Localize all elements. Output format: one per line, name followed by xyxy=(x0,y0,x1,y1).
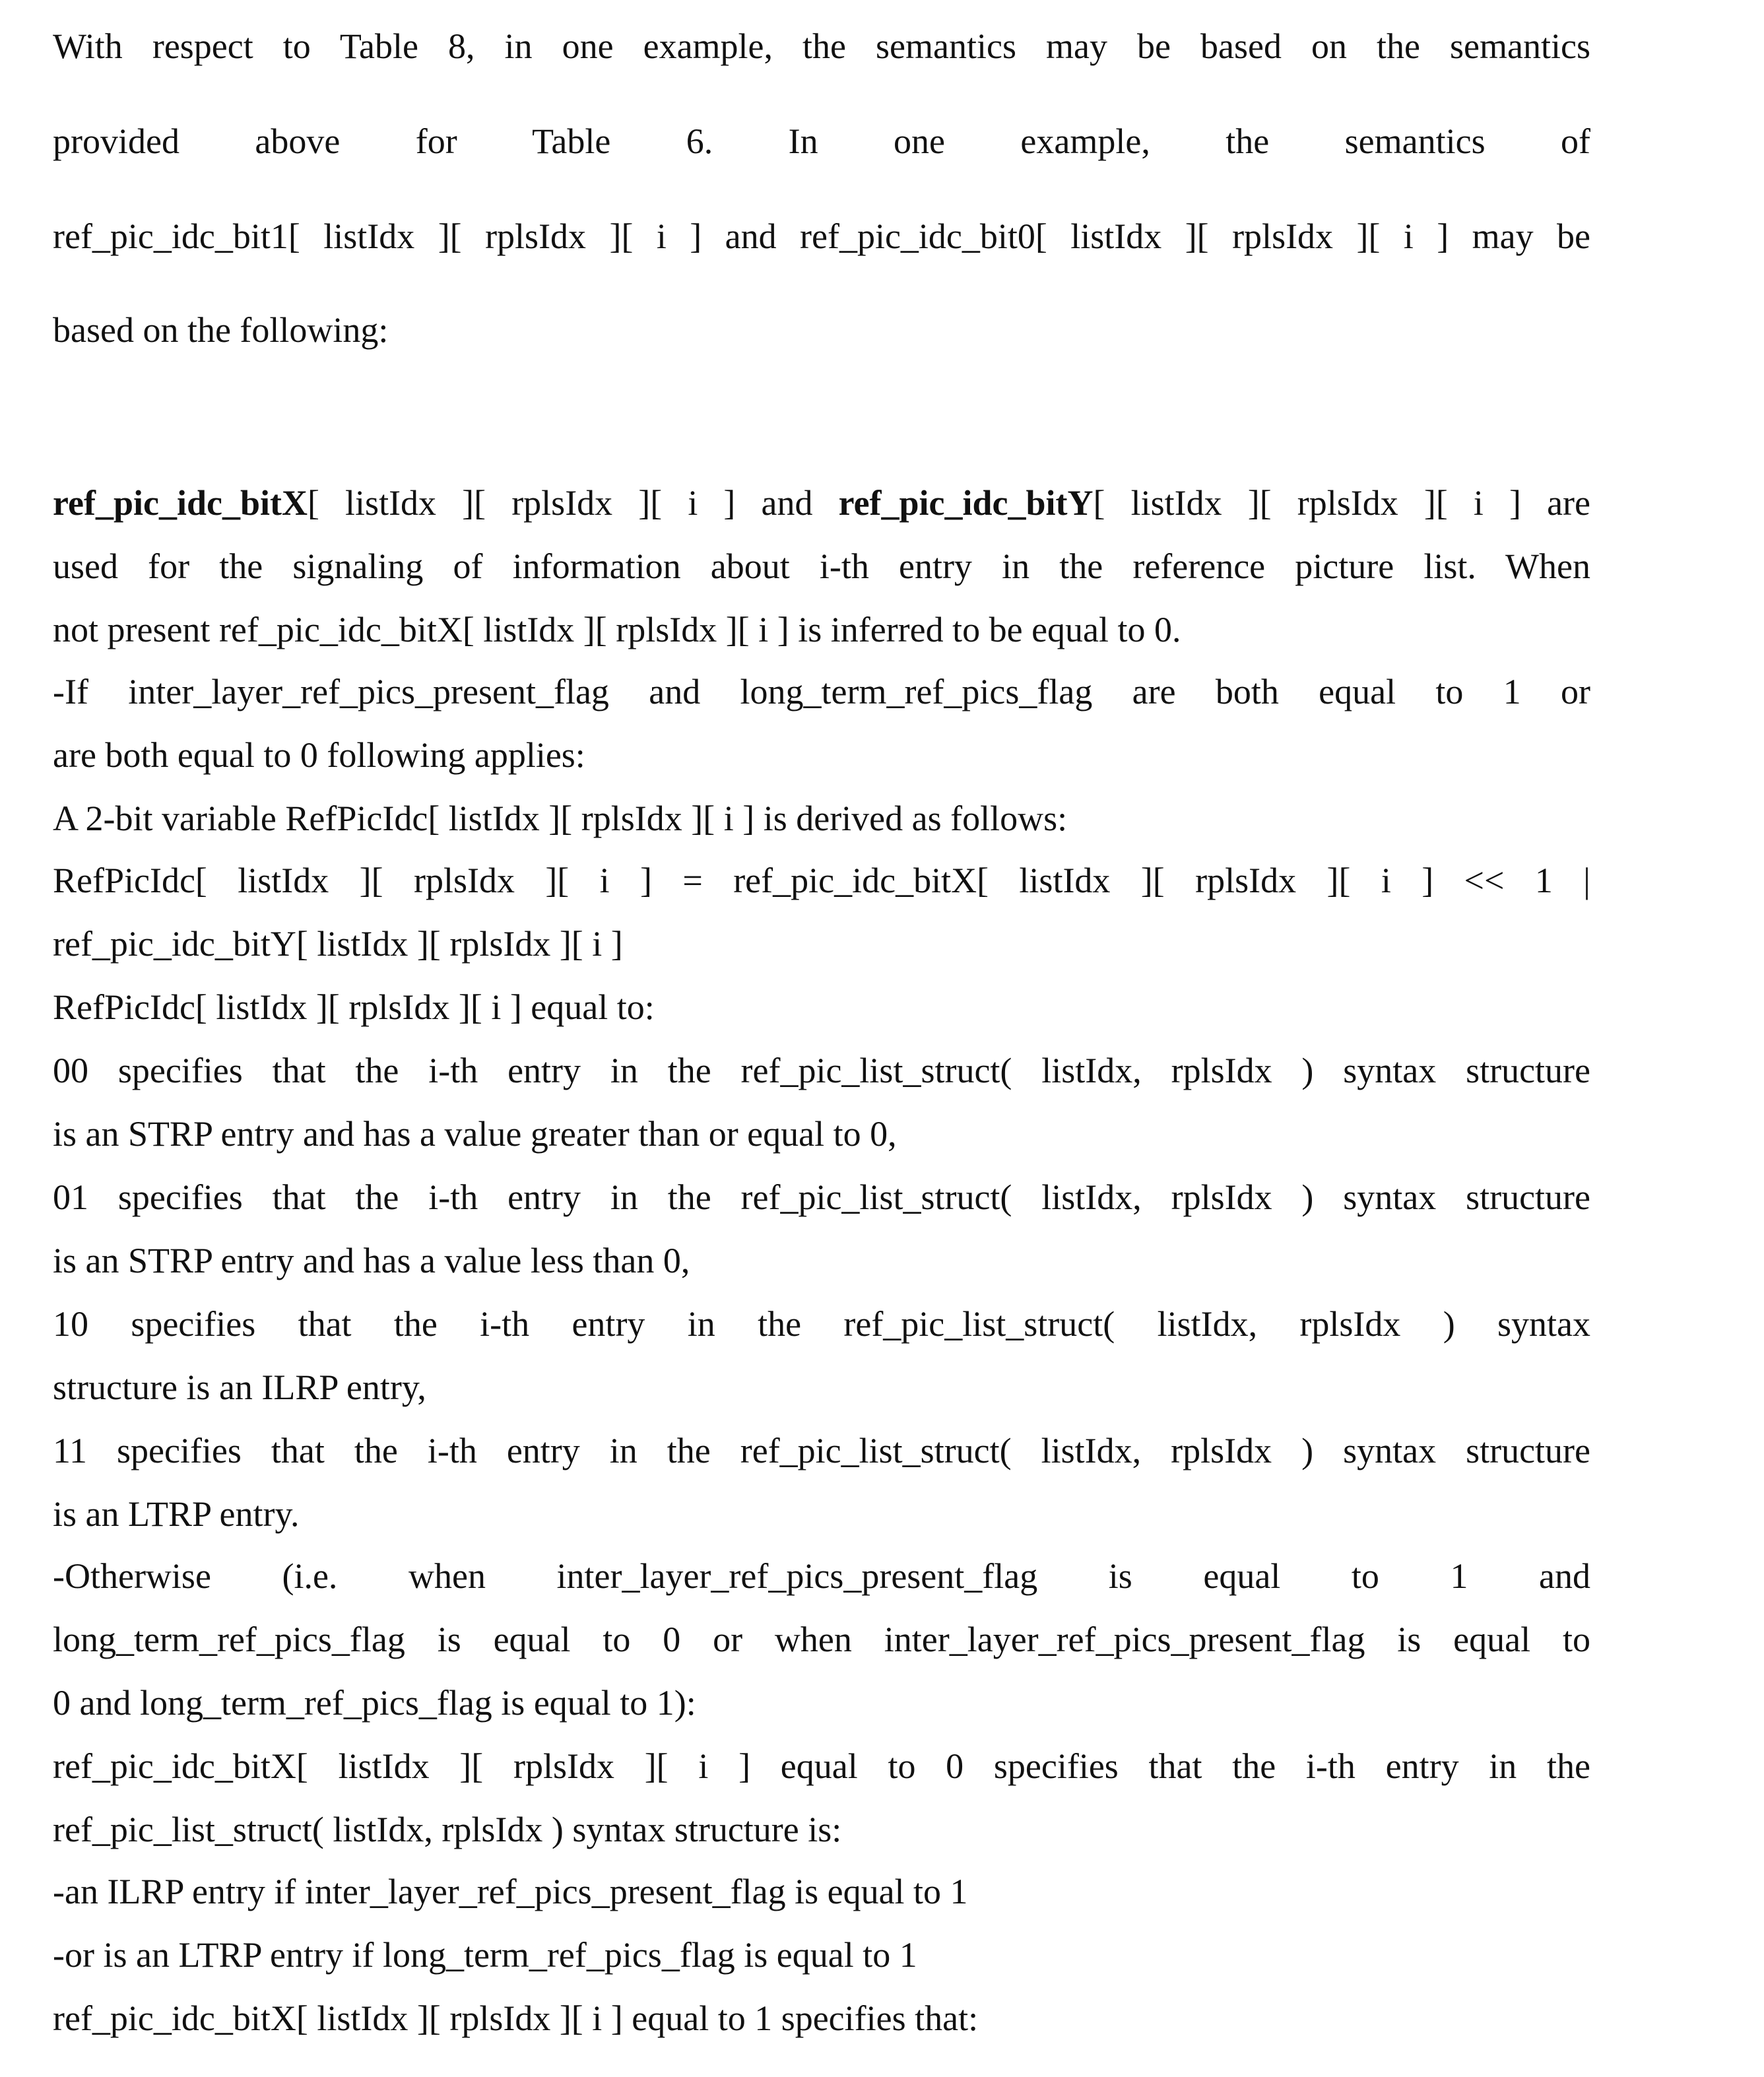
paragraph-line: ref_pic_idc_bit1[ listIdx ][ rplsIdx ][ i ] and ref_pic_idc_bit0[ listIdx ][ rplsIdx ][ i ] may be xyxy=(53,213,1590,259)
paragraph-line: RefPicIdc[ listIdx ][ rplsIdx ][ i ] = ref_pic_idc_bitX[ listIdx ][ rplsIdx ][ i ] << 1 | xyxy=(53,857,1590,904)
paragraph-line: is an LTRP entry. xyxy=(53,1491,1590,1537)
term-bitx-args: [ listIdx ][ rplsIdx ][ i ] and xyxy=(308,483,813,523)
paragraph-line: provided above for Table 6. In one example, the semantics of xyxy=(53,118,1590,164)
paragraph-line: are both equal to 0 following applies: xyxy=(53,732,1590,778)
paragraph-line: With respect to Table 8, in one example, the semantics may be based on the semantics xyxy=(53,23,1590,69)
paragraph-line: not present ref_pic_idc_bitX[ listIdx ][ rplsIdx ][ i ] is inferred to be equal to 0. xyxy=(53,607,1590,653)
paragraph-line: A 2-bit variable RefPicIdc[ listIdx ][ rplsIdx ][ i ] is derived as follows: xyxy=(53,795,1590,841)
paragraph-line: RefPicIdc[ listIdx ][ rplsIdx ][ i ] equal to: xyxy=(53,984,1590,1030)
paragraph-line: 00 specifies that the i-th entry in the ref_pic_list_struct( listIdx, rplsIdx ) syntax structure xyxy=(53,1047,1590,1094)
paragraph-line: ref_pic_idc_bitX[ listIdx ][ rplsIdx ][ i ] equal to 1 specifies that: xyxy=(53,1995,1590,2041)
paragraph-line: -If inter_layer_ref_pics_present_flag and long_term_ref_pics_flag are both equal to 1 or xyxy=(53,669,1590,715)
paragraph-line: -or is an LTRP entry if long_term_ref_pics_flag is equal to 1 xyxy=(53,1932,1590,1978)
paragraph-line: 10 specifies that the i-th entry in the ref_pic_list_struct( listIdx, rplsIdx ) syntax xyxy=(53,1301,1590,1347)
paragraph-line: -Otherwise (i.e. when inter_layer_ref_pics_present_flag is equal to 1 and xyxy=(53,1553,1590,1599)
term-bity: ref_pic_idc_bitY xyxy=(839,483,1094,523)
paragraph-line: based on the following: xyxy=(53,307,1590,353)
definition-head-line xyxy=(53,480,1590,526)
term-bitx: ref_pic_idc_bitX xyxy=(53,483,308,523)
paragraph-line: is an STRP entry and has a value less than 0, xyxy=(53,1237,1590,1284)
paragraph-line: ref_pic_idc_bitY[ listIdx ][ rplsIdx ][ i ] xyxy=(53,921,1590,967)
paragraph-line: 11 specifies that the i-th entry in the ref_pic_list_struct( listIdx, rplsIdx ) syntax structure xyxy=(53,1428,1590,1474)
term-bity-args: [ listIdx ][ rplsIdx ][ i ] are xyxy=(1094,483,1590,523)
paragraph-line: -an ILRP entry if inter_layer_ref_pics_present_flag is equal to 1 xyxy=(53,1868,1590,1915)
paragraph-line: 0 and long_term_ref_pics_flag is equal to 1): xyxy=(53,1680,1590,1726)
paragraph-line: ref_pic_list_struct( listIdx, rplsIdx ) syntax structure is: xyxy=(53,1806,1590,1853)
paragraph-line: structure is an ILRP entry, xyxy=(53,1364,1590,1410)
paragraph-line: 01 specifies that the i-th entry in the ref_pic_list_struct( listIdx, rplsIdx ) syntax structure xyxy=(53,1174,1590,1220)
paragraph-line: long_term_ref_pics_flag is equal to 0 or when inter_layer_ref_pics_present_flag is equal to xyxy=(53,1616,1590,1663)
paragraph-line: used for the signaling of information about i-th entry in the reference picture list. When xyxy=(53,543,1590,589)
paragraph-line: ref_pic_idc_bitX[ listIdx ][ rplsIdx ][ i ] equal to 0 specifies that the i-th entry in the xyxy=(53,1743,1590,1789)
paragraph-line: is an STRP entry and has a value greater than or equal to 0, xyxy=(53,1111,1590,1157)
